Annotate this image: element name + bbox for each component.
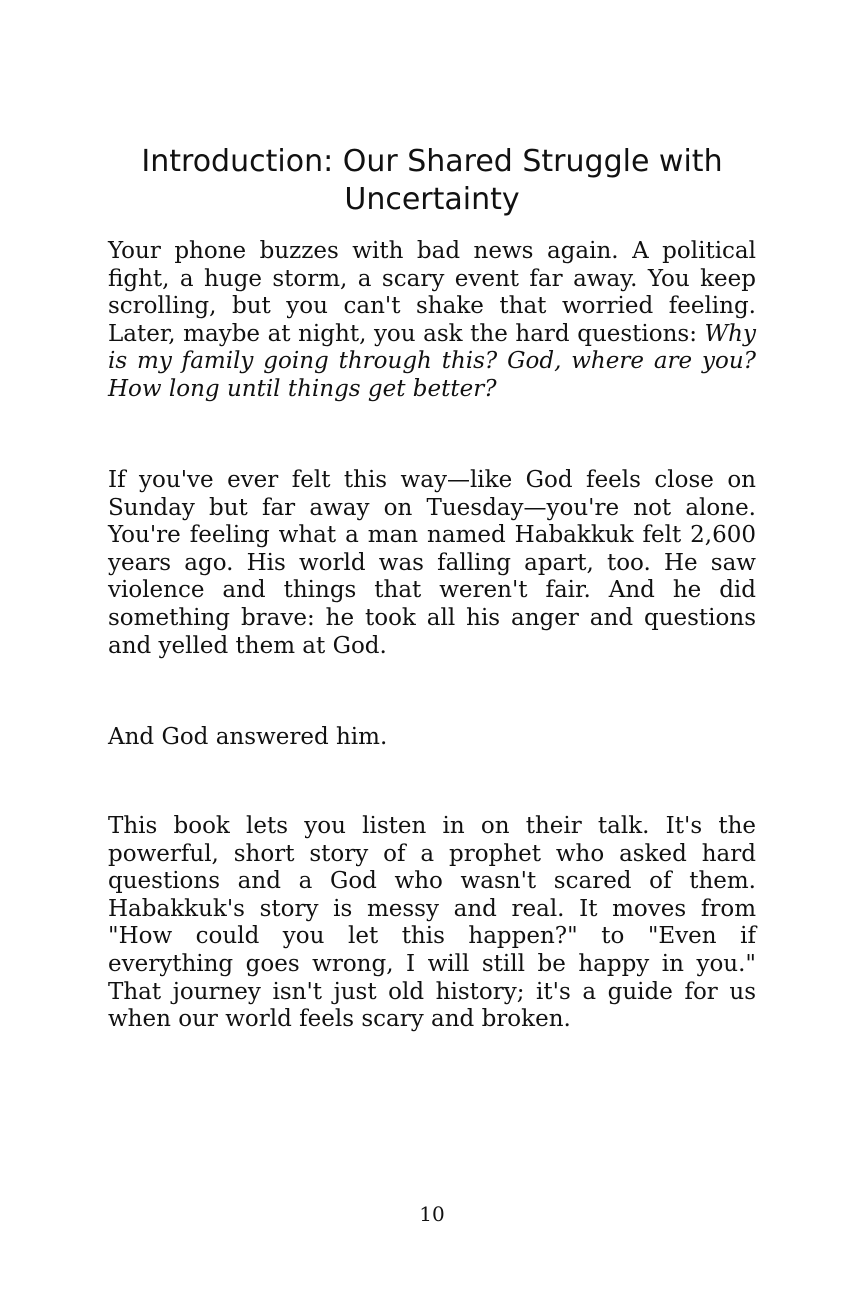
paragraph-opening [108,238,756,404]
paragraph-god-answered: And God answered him. [108,724,388,750]
page-number: 10 [419,1202,445,1226]
paragraph-italic-questions: Why is my family going through this? God, where are you? How long until things get better? [108,320,756,402]
paragraph-habakkuk: If you've ever felt this way—like God feels close on Sunday but far away on Tuesday—you're not alone. You're feeling what a man named Habakkuk felt 2,600 years ago. His world was falling apart, too. He saw violence and things that weren't fair. And he did something brave: he took all his anger and questions and yelled them at God. [108,467,756,659]
paragraph-book-purpose: This book lets you listen in on their talk. It's the powerful, short story of a prophet who asked hard questions and a God who wasn't scared of them. Habakkuk's story is messy and real. It moves from "How could you let this happen?" to "Even if everything goes wrong, I will still be happy in you." That journey isn't just old history; it's a guide for us when our world feels scary and broken. [108,813,756,1033]
chapter-title: Introduction: Our Shared Struggle with Uncertainty [141,144,723,217]
paragraph-text: Your phone buzzes with bad news again. A political fight, a huge storm, a scary event far away. You keep scrolling, but you can't shake that worried feeling. Later, maybe at night, you ask the hard questions: [108,238,756,347]
